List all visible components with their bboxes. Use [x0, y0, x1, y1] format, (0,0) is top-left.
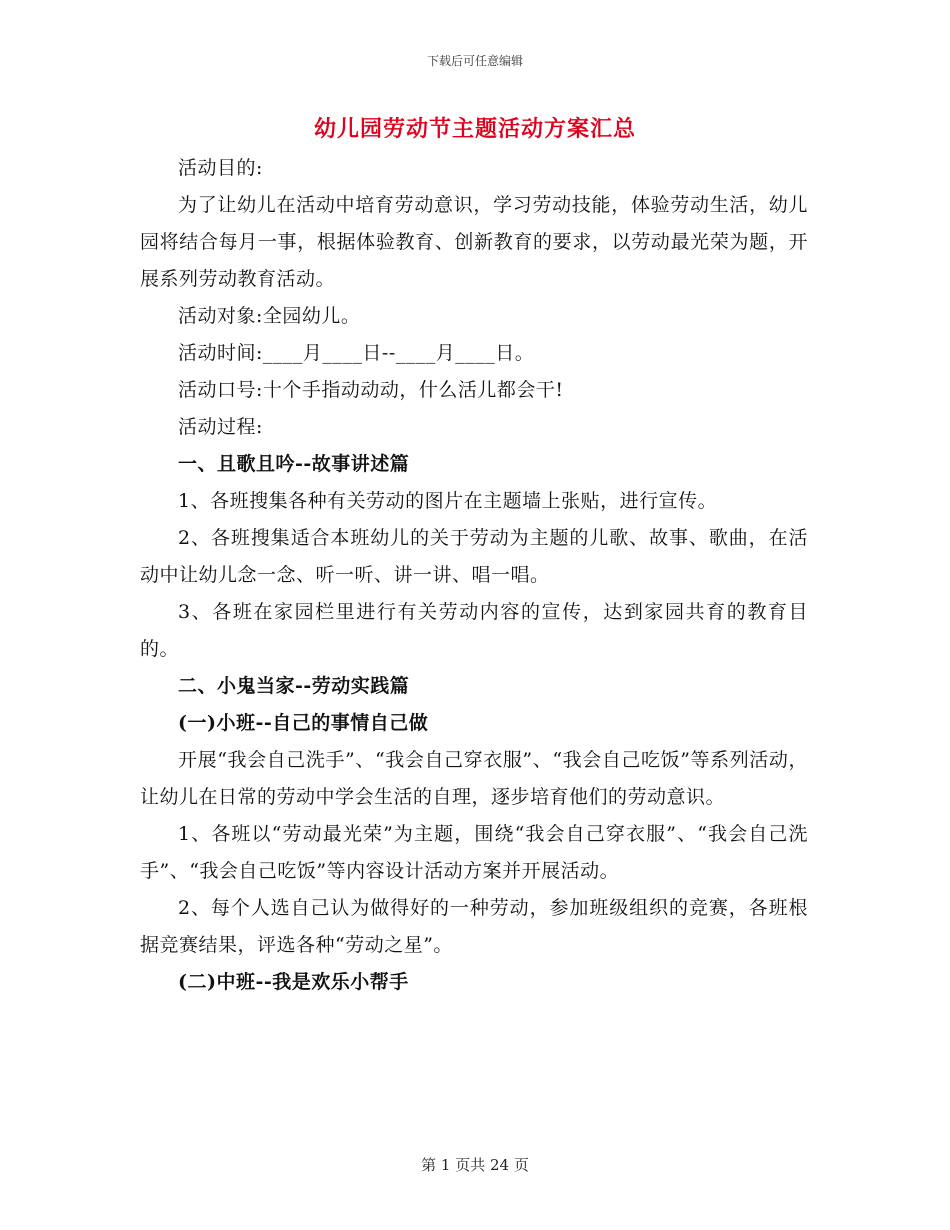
document-title: 幼儿园劳动节主题活动方案汇总 — [313, 116, 636, 142]
paragraph: 1、各班搜集各种有关劳动的图片在主题墙上张贴，进行宣传。 — [178, 490, 718, 512]
paragraph: 活动口号:十个手指动动动，什么活儿都会干! — [178, 379, 564, 401]
paragraph: 1、各班以“劳动最光荣”为主题，围绕“我会自己穿衣服”、“我会自己洗手”、“我会自己吃饭”等内容设计活动方案并开展活动。 — [140, 823, 808, 882]
section-heading: 二、小鬼当家--劳动实践篇 — [178, 675, 410, 697]
section-heading: 一、且歌且吟--故事讲述篇 — [178, 453, 410, 475]
page-header: 下载后可任意编辑 — [426, 54, 523, 68]
subsection-heading: (一)小班--自己的事情自己做 — [178, 712, 429, 734]
paragraph: 活动目的: — [178, 157, 263, 179]
paragraph: 活动时间:____月____日--____月____日。 — [178, 342, 535, 364]
paragraph: 3、各班在家园栏里进行有关劳动内容的宣传，达到家园共育的教育目的。 — [140, 601, 808, 660]
subsection-heading: (二)中班--我是欢乐小帮手 — [178, 971, 409, 993]
paragraph: 2、每个人选自己认为做得好的一种劳动，参加班级组织的竞赛，各班根据竞赛结果，评选各种“劳动之星”。 — [140, 897, 808, 956]
paragraph: 为了让幼儿在活动中培育劳动意识，学习劳动技能，体验劳动生活，幼儿园将结合每月一事，根据体验教育、创新教育的要求，以劳动最光荣为题，开展系列劳动教育活动。 — [140, 194, 808, 290]
paragraph: 活动对象:全园幼儿。 — [178, 305, 361, 327]
paragraph: 开展“我会自己洗手”、“我会自己穿衣服”、“我会自己吃饭”等系列活动，让幼儿在日常的劳动中学会生活的自理，逐步培育他们的劳动意识。 — [140, 749, 808, 808]
paragraph: 活动过程: — [178, 416, 263, 438]
document-body — [140, 150, 808, 1001]
page-footer: 第 1 页共 24 页 — [421, 1156, 529, 1174]
paragraph: 2、各班搜集适合本班幼儿的关于劳动为主题的儿歌、故事、歌曲，在活动中让幼儿念一念、听一听、讲一讲、唱一唱。 — [140, 527, 808, 586]
